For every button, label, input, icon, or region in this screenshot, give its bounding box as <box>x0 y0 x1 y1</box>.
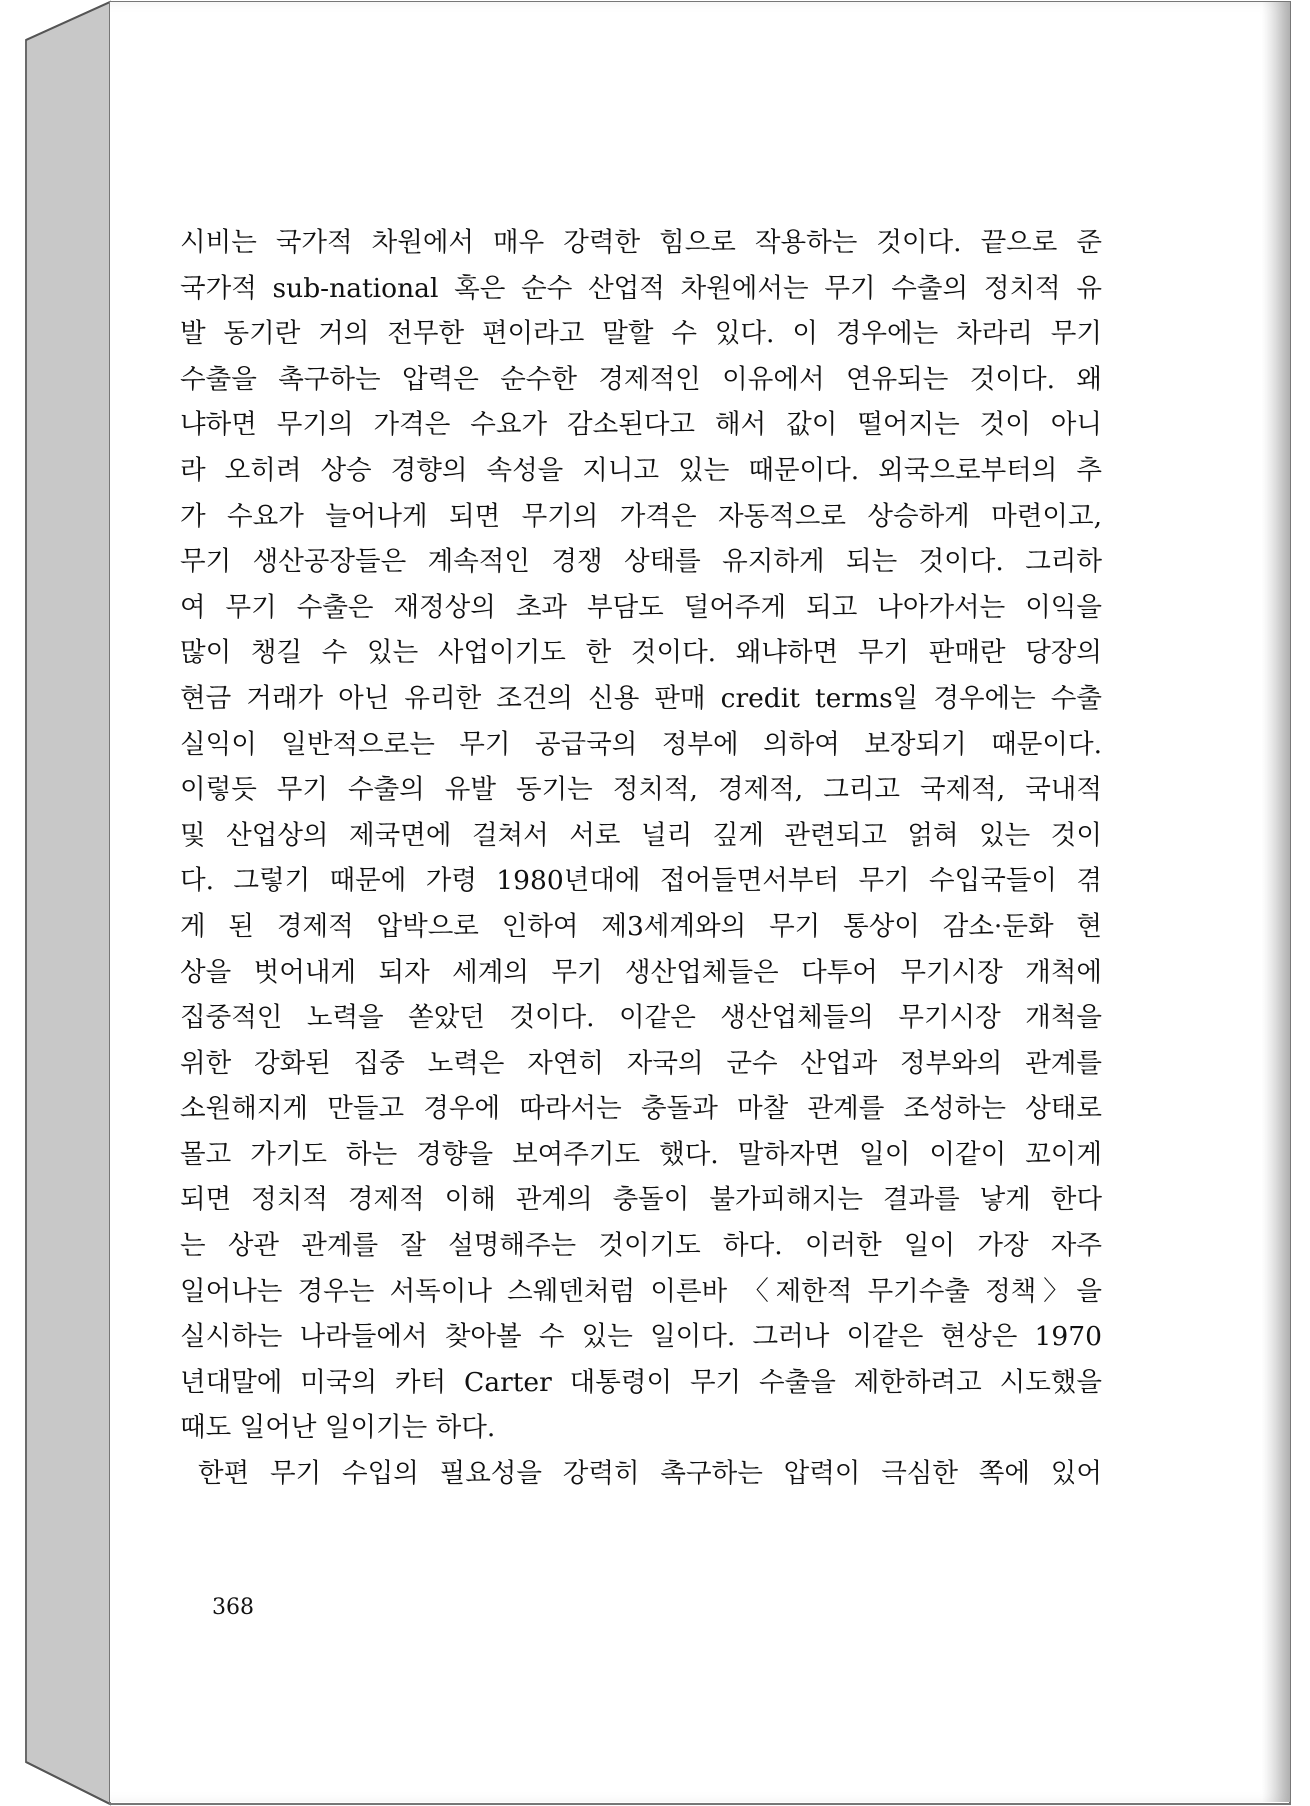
text-line-20: 소원해지게 만들고 경우에 따라서는 충돌과 마찰 관계를 조성하는 상태로 <box>180 1093 1102 1125</box>
text-line-28: 한편 무기 수입의 필요성을 강력히 촉구하는 압력이 극심한 쪽에 있어 <box>198 1458 1102 1490</box>
text-line-3: 발 동기란 거의 전무한 편이라고 말할 수 있다. 이 경우에는 차라리 무기 <box>180 318 1102 350</box>
text-line-24: 일어나는 경우는 서독이나 스웨덴처럼 이른바 〈제한적 무기수출 정책〉을 <box>180 1275 1102 1307</box>
text-line-27: 때도 일어난 일이기는 하다. <box>180 1412 496 1444</box>
text-line-19: 위한 강화된 집중 노력은 자연히 자국의 군수 산업과 정부와의 관계를 <box>180 1047 1102 1079</box>
text-line-4: 수출을 촉구하는 압력은 순수한 경제적인 이유에서 연유되는 것이다. 왜 <box>180 363 1102 395</box>
text-line-7: 가 수요가 늘어나게 되면 무기의 가격은 자동적으로 상승하게 마련이고, <box>180 500 1102 532</box>
text-line-9: 여 무기 수출은 재정상의 초과 부담도 덜어주게 되고 나아가서는 이익을 <box>180 591 1102 623</box>
text-line-1: 시비는 국가적 차원에서 매우 강력한 힘으로 작용하는 것이다. 끝으로 준 <box>180 227 1102 258</box>
text-line-15: 다. 그렇기 때문에 가령 1980년대에 접어들면서부터 무기 수입국들이 겪 <box>180 865 1102 897</box>
text-line-26: 년대말에 미국의 카터 Carter 대통령이 무기 수출을 제한하려고 시도했을 <box>180 1366 1102 1398</box>
text-line-21: 몰고 가기도 하는 경향을 보여주기도 했다. 말하자면 일이 이같이 꼬이게 <box>180 1138 1102 1170</box>
text-line-12: 실익이 일반적으로는 무기 공급국의 정부에 의하여 보장되기 때문이다. <box>180 728 1102 760</box>
text-line-13: 이렇듯 무기 수출의 유발 동기는 정치적, 경제적, 그리고 국제적, 국내적 <box>180 774 1102 806</box>
text-line-8: 무기 생산공장들은 계속적인 경쟁 상태를 유지하게 되는 것이다. 그리하 <box>180 546 1102 578</box>
text-line-25: 실시하는 나라들에서 찾아볼 수 있는 일이다. 그러나 이같은 현상은 1970 <box>180 1321 1102 1353</box>
text-line-6: 라 오히려 상승 경향의 속성을 지니고 있는 때문이다. 외국으로부터의 추 <box>180 454 1102 486</box>
text-line-14: 및 산업상의 제국면에 걸쳐서 서로 널리 깊게 관련되고 얽혀 있는 것이 <box>180 819 1102 851</box>
text-line-5: 냐하면 무기의 가격은 수요가 감소된다고 해서 값이 떨어지는 것이 아니 <box>180 409 1102 441</box>
page-body-text <box>180 220 1102 1497</box>
text-line-18: 집중적인 노력을 쏟았던 것이다. 이같은 생산업체들의 무기시장 개척을 <box>180 1002 1102 1034</box>
text-line-17: 상을 벗어내게 되자 세계의 무기 생산업체들은 다투어 무기시장 개척에 <box>180 956 1102 988</box>
text-line-23: 는 상관 관계를 잘 설명해주는 것이기도 하다. 이러한 일이 가장 자주 <box>180 1230 1102 1262</box>
page-right-shadow <box>1262 2 1290 1802</box>
text-line-16: 게 된 경제적 압박으로 인하여 제3세계와의 무기 통상이 감소·둔화 현 <box>180 910 1102 942</box>
text-line-22: 되면 정치적 경제적 이해 관계의 충돌이 불가피해지는 결과를 낳게 한다 <box>180 1184 1102 1216</box>
text-line-11: 현금 거래가 아닌 유리한 조건의 신용 판매 credit terms일 경우에는 수출 <box>180 682 1102 714</box>
text-line-10: 많이 챙길 수 있는 사업이기도 한 것이다. 왜냐하면 무기 판매란 당장의 <box>180 637 1102 669</box>
page-number: 368 <box>212 1595 254 1620</box>
text-line-2: 국가적 sub-national 혹은 순수 산업적 차원에서는 무기 수출의 정치적 유 <box>180 272 1102 304</box>
